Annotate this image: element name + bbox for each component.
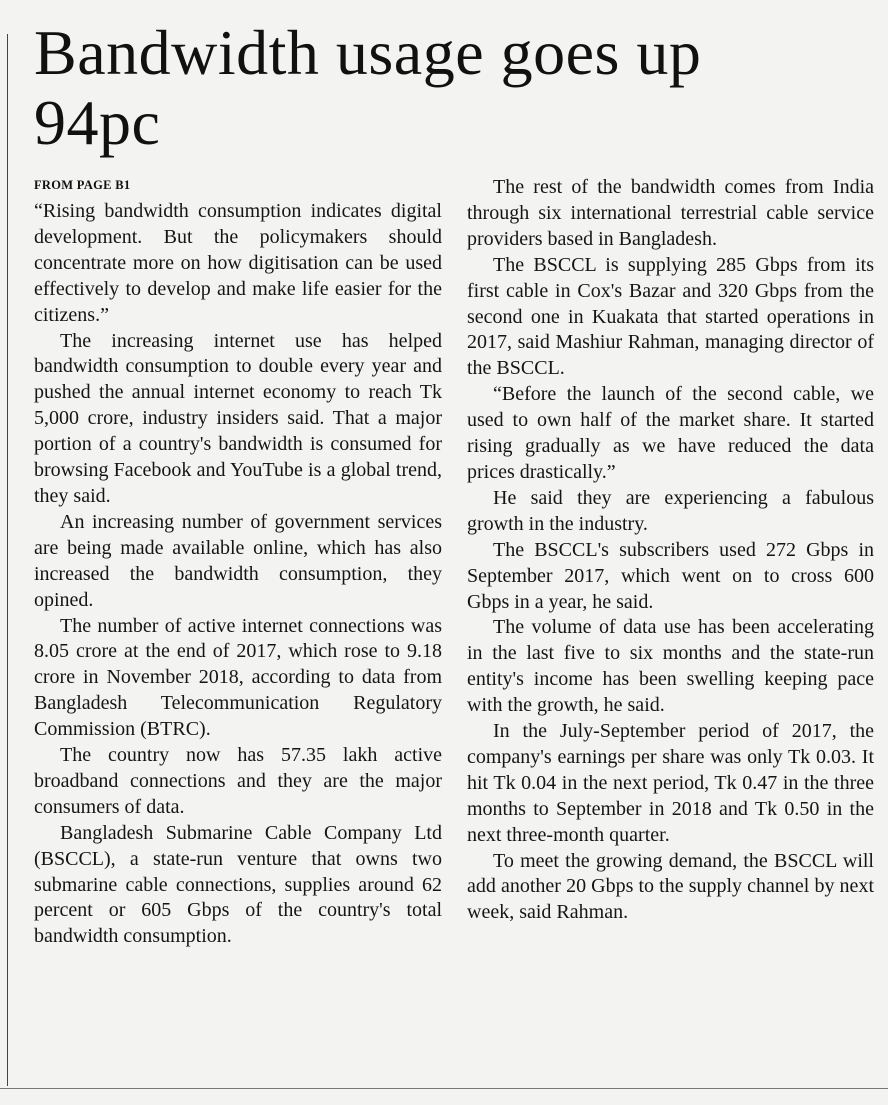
- paragraph: He said they are experiencing a fabulous growth in the industry.: [467, 486, 874, 535]
- paragraph: To meet the growing demand, the BSCCL will add another 20 Gbps to the supply channel by next week, said Rahman.: [467, 849, 874, 924]
- bottom-border: [0, 1088, 888, 1089]
- paragraph: The BSCCL is supplying 285 Gbps from its first cable in Cox's Bazar and 320 Gbps from the second one in Kuakata that started operations in 2017, said Mashiur Rahman, managing director of the BSCCL.: [467, 253, 874, 380]
- column-rule: [7, 34, 8, 1086]
- kicker-from-page: FROM PAGE B1: [34, 178, 131, 192]
- paragraph: The country now has 57.35 lakh active broadband connections and they are the major consumers of data.: [34, 744, 442, 818]
- paragraph: The volume of data use has been accelerating in the last five to six months and the state-run entity's income has been swelling keeping pace with the growth, he said.: [467, 616, 874, 717]
- paragraph: The rest of the bandwidth comes from India through six international terrestrial cable service providers based in Bangladesh.: [467, 176, 874, 250]
- paragraph: An increasing number of government services are being made available online, which has also increased the bandwidth consumption, they opined.: [34, 510, 442, 611]
- paragraph: “Before the launch of the second cable, we used to own half of the market share. It started rising gradually as we have reduced the data prices drastically.”: [467, 383, 874, 483]
- headline: Bandwidth usage goes up 94pc: [34, 17, 702, 158]
- paragraph: The BSCCL's subscribers used 272 Gbps in September 2017, which went on to cross 600 Gbps in a year, he said.: [467, 538, 874, 613]
- paragraph: The increasing internet use has helped bandwidth consumption to double every year and pushed the annual internet economy to reach Tk 5,000 crore, industry insiders said. That a major portion of a country's bandwidth is consumed for browsing Facebook and YouTube is a global trend, they said.: [34, 329, 442, 507]
- paragraph: “Rising bandwidth consumption indicates digital development. But the policymakers should concentrate more on how digitisation can be used effectively to develop and make life easier for the citizens.”: [34, 200, 442, 326]
- paragraph: The number of active internet connections was 8.05 crore at the end of 2017, which rose to 9.18 crore in November 2018, according to data from Bangladesh Telecommunication Regulatory Commission (BTRC).: [34, 614, 442, 741]
- paragraph: In the July-September period of 2017, the company's earnings per share was only Tk 0.03. It hit Tk 0.04 in the next period, Tk 0.47 in the three months to September in 2018 and Tk 0.50 in the next three-month quarter.: [467, 720, 874, 846]
- paragraph: Bangladesh Submarine Cable Company Ltd (BSCCL), a state-run venture that owns two submarine cable connections, supplies around 62 percent or 605 Gbps of the country's total bandwidth consumption.: [34, 821, 442, 948]
- left-column: [34, 199, 442, 950]
- right-column: [467, 175, 874, 926]
